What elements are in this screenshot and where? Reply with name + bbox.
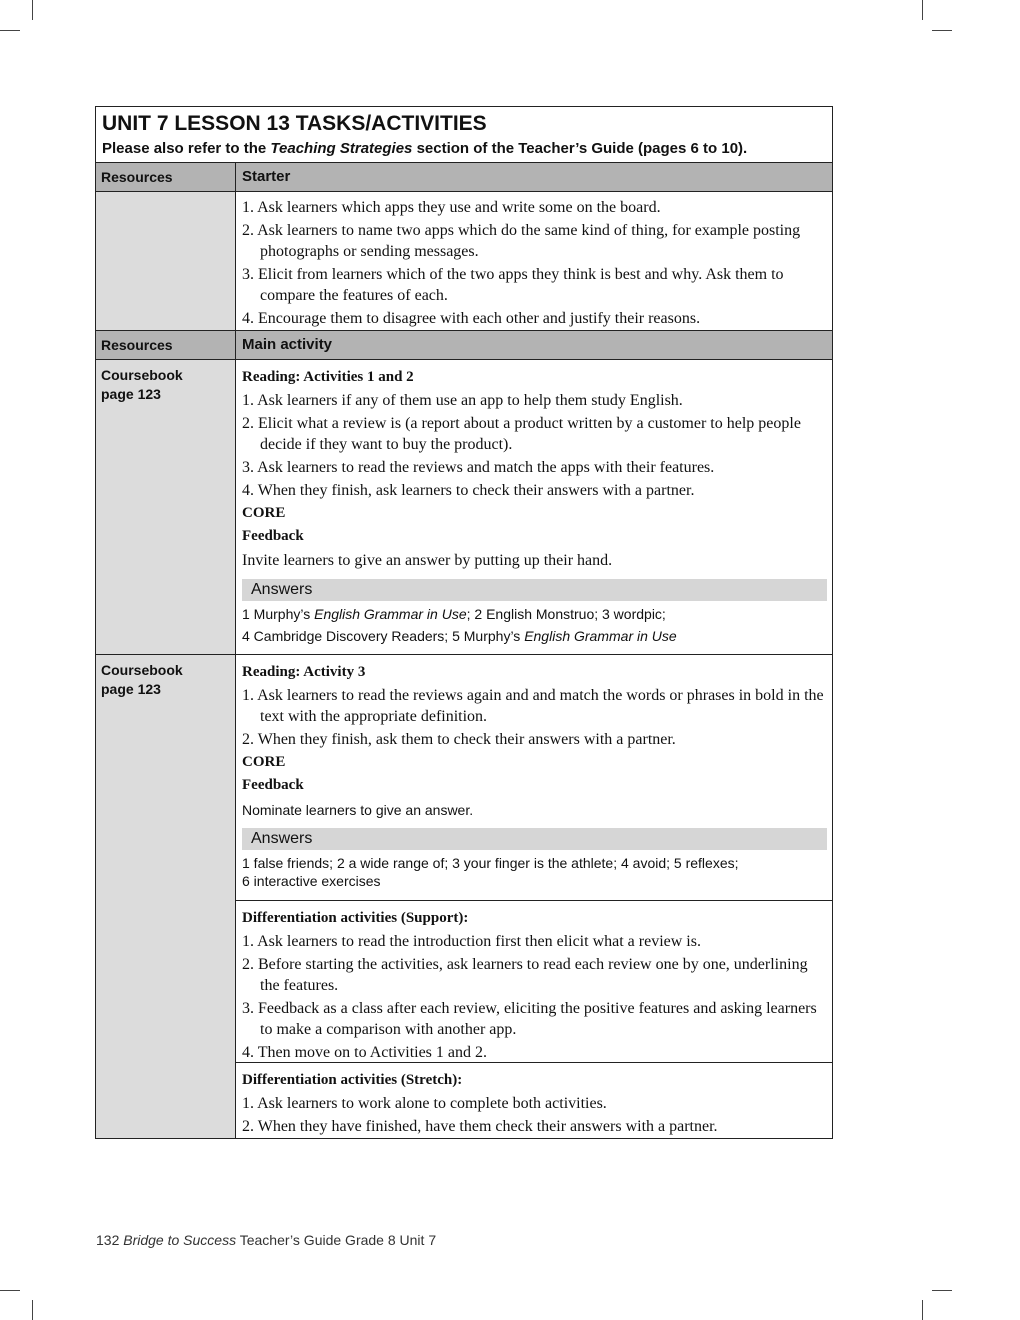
crop-mark	[922, 1300, 923, 1320]
starter-row	[96, 191, 832, 330]
starter-header	[96, 162, 832, 191]
list-item: 1. Ask learners to work alone to complete both activities.	[242, 1095, 607, 1112]
page-number: 132	[96, 1232, 120, 1248]
core-label: CORE	[242, 505, 286, 521]
list-item: 4. When they finish, ask learners to check their answers with a partner.	[242, 482, 695, 499]
list-item: 1. Ask learners to read the reviews again and and match the words or phrases in bold in the text with the appropriate definition.	[242, 687, 824, 725]
activity-3-block	[242, 655, 827, 900]
feedback-label: Feedback	[242, 528, 304, 544]
list-item: 2. Elicit what a review is (a report about a product written by a customer to help people decide if they want to buy the product).	[242, 415, 801, 453]
footer-text: Teacher’s Guide Grade 8 Unit 7	[236, 1232, 437, 1248]
crop-mark	[932, 1290, 952, 1291]
crop-mark	[32, 0, 33, 20]
list-item: 1. Ask learners if any of them use an app to help them study English.	[242, 392, 683, 409]
answers-header: Answers	[242, 828, 827, 850]
crop-mark	[32, 1300, 33, 1320]
answers-header: Answers	[242, 579, 827, 601]
list-item: 3. Ask learners to read the reviews and match the apps with their features.	[242, 459, 715, 476]
resources-header: Resources	[96, 163, 236, 191]
table-title	[96, 107, 832, 162]
support-heading: Differentiation activities (Support):	[242, 910, 469, 926]
answer-text: 4 Cambridge Discovery Readers; 5 Murphy’s	[242, 628, 525, 644]
answers-line: 6 interactive exercises	[242, 873, 381, 889]
stretch-heading: Differentiation activities (Stretch):	[242, 1072, 463, 1088]
answers-line	[242, 605, 827, 624]
main-header	[96, 330, 832, 359]
activity-row	[96, 654, 832, 1138]
lesson-title: UNIT 7 LESSON 13 TASKS/ACTIVITIES	[102, 112, 487, 135]
core-label: CORE	[242, 754, 286, 770]
answer-italic: English Grammar in Use	[314, 606, 467, 622]
subtitle-text: Please also refer to the	[102, 140, 271, 157]
crop-mark	[0, 1290, 20, 1291]
page-footer	[96, 1232, 436, 1248]
book-title: Bridge to Success	[123, 1232, 237, 1248]
list-item: 2. Before starting the activities, ask learners to read each review one by one, underlining the features.	[242, 956, 808, 994]
list-item: 2. Ask learners to name two apps which do the same kind of thing, for example posting photographs or sending messages.	[242, 222, 801, 260]
resource-coursebook: Coursebook page 123	[96, 360, 236, 654]
answers-line	[242, 627, 827, 646]
answer-italic: English Grammar in Use	[524, 628, 677, 644]
feedback-text: Nominate learners to give an answer.	[242, 802, 474, 818]
activity-heading: Reading: Activities 1 and 2	[242, 369, 414, 385]
list-item: 4. Then move on to Activities 1 and 2.	[242, 1044, 488, 1061]
list-item: 1. Ask learners which apps they use and write some on the board.	[242, 199, 661, 216]
resource-coursebook: Coursebook page 123	[96, 655, 236, 1138]
list-item: 4. Encourage them to disagree with each other and justify their reasons.	[242, 310, 701, 327]
feedback-label: Feedback	[242, 777, 304, 793]
main-activity-label: Main activity	[242, 336, 333, 353]
crop-mark	[922, 0, 923, 20]
list-item: 3. Feedback as a class after each review, eliciting the positive features and asking learners to make a comparison with another app.	[242, 1000, 817, 1038]
starter-label: Starter	[242, 168, 291, 185]
starter-list	[236, 192, 832, 330]
activity-row	[96, 359, 832, 654]
resources-cell	[96, 192, 236, 330]
feedback-text: Invite learners to give an answer by putting up their hand.	[242, 552, 613, 569]
answers-line: 1 false friends; 2 a wide range of; 3 your finger is the athlete; 4 avoid; 5 reflexes;	[242, 855, 739, 871]
crop-mark	[0, 30, 20, 31]
activity-content	[236, 360, 832, 654]
activity-heading: Reading: Activity 3	[242, 664, 366, 680]
answer-text: ; 2 English Monstruo; 3 wordpic;	[466, 606, 666, 622]
list-item: 1. Ask learners to read the introduction first then elicit what a review is.	[242, 933, 701, 950]
stretch-block	[236, 1062, 832, 1138]
list-item: 2. When they have finished, have them check their answers with a partner.	[242, 1118, 718, 1135]
crop-mark	[932, 30, 952, 31]
subtitle-text: section of the Teacher’s Guide (pages 6 to 10).	[412, 140, 748, 157]
resources-header: Resources	[96, 331, 236, 359]
answer-text: 1 Murphy’s	[242, 606, 315, 622]
lesson-subtitle	[102, 139, 826, 159]
list-item: 3. Elicit from learners which of the two apps they think is best and why. Ask them to compare the features of each.	[242, 266, 784, 304]
list-item: 2. When they finish, ask them to check their answers with a partner.	[242, 731, 676, 748]
activity-content	[236, 655, 832, 1138]
subtitle-italic: Teaching Strategies	[270, 140, 413, 157]
lesson-table	[95, 106, 833, 1139]
support-block	[236, 900, 832, 1062]
